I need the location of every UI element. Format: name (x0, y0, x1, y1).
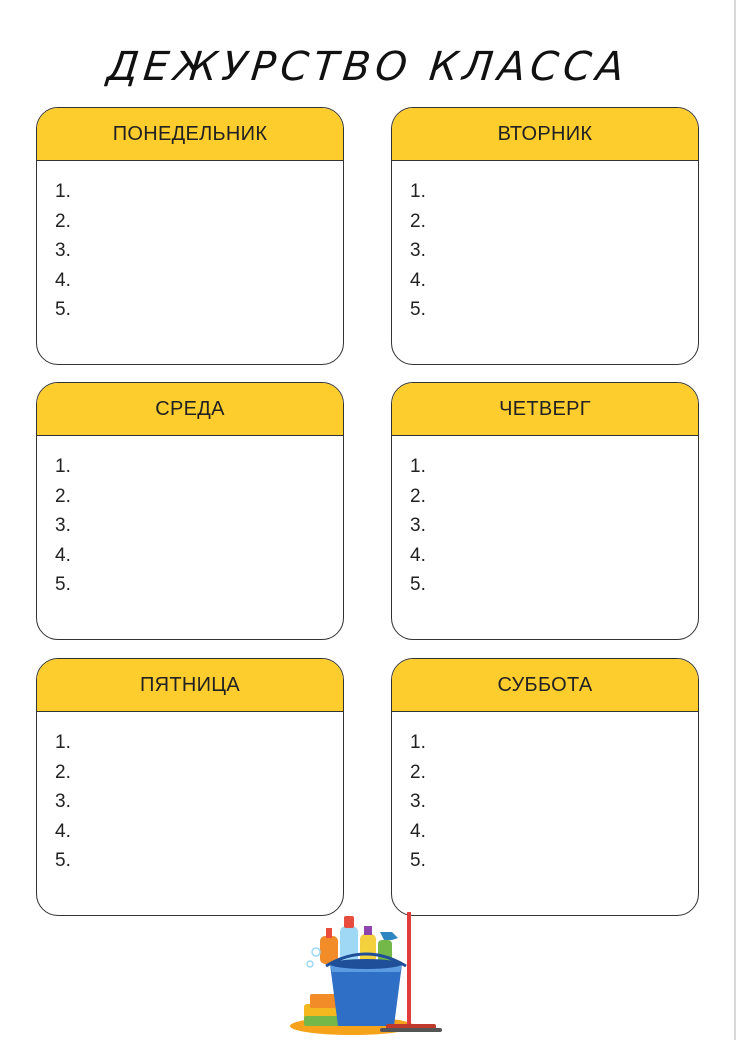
list-item: 1. (55, 181, 71, 202)
list-item: 4. (410, 544, 426, 566)
list-item: 1. (410, 456, 426, 477)
cleaning-bucket-icon (280, 912, 450, 1040)
duty-list (37, 712, 343, 876)
day-card-wednesday (36, 382, 344, 640)
duty-list (392, 712, 698, 876)
list-item: 2. (410, 210, 426, 232)
list-item: 2. (410, 761, 426, 783)
day-card-tuesday (391, 107, 699, 365)
list-item: 4. (55, 269, 71, 291)
page-title: ДЕЖУРСТВО КЛАССА (104, 44, 631, 90)
day-header: СРЕДА (37, 383, 343, 436)
day-header: ЧЕТВЕРГ (392, 383, 698, 436)
list-item: 3. (55, 791, 71, 812)
list-item: 5. (55, 299, 71, 320)
day-card-friday (36, 658, 344, 916)
day-card-thursday (391, 382, 699, 640)
duty-list (37, 436, 343, 600)
day-card-monday (36, 107, 344, 365)
list-item: 2. (410, 485, 426, 507)
list-item: 1. (55, 732, 71, 753)
list-item: 4. (55, 820, 71, 842)
list-item: 4. (410, 820, 426, 842)
day-header: ПЯТНИЦА (37, 659, 343, 712)
list-item: 3. (55, 240, 71, 261)
list-item: 5. (410, 299, 426, 320)
list-item: 5. (55, 850, 71, 871)
list-item: 1. (410, 181, 426, 202)
list-item: 1. (55, 456, 71, 477)
list-item: 2. (55, 485, 71, 507)
list-item: 3. (55, 515, 71, 536)
duty-list (392, 161, 698, 325)
list-item: 5. (55, 574, 71, 595)
duty-list (392, 436, 698, 600)
list-item: 4. (55, 544, 71, 566)
list-item: 3. (410, 791, 426, 812)
day-header: ПОНЕДЕЛЬНИК (37, 108, 343, 161)
list-item: 5. (410, 850, 426, 871)
list-item: 2. (55, 210, 71, 232)
duty-list (37, 161, 343, 325)
list-item: 1. (410, 732, 426, 753)
list-item: 4. (410, 269, 426, 291)
day-header: ВТОРНИК (392, 108, 698, 161)
day-card-saturday (391, 658, 699, 916)
list-item: 5. (410, 574, 426, 595)
list-item: 3. (410, 515, 426, 536)
list-item: 2. (55, 761, 71, 783)
list-item: 3. (410, 240, 426, 261)
day-header: СУББОТА (392, 659, 698, 712)
